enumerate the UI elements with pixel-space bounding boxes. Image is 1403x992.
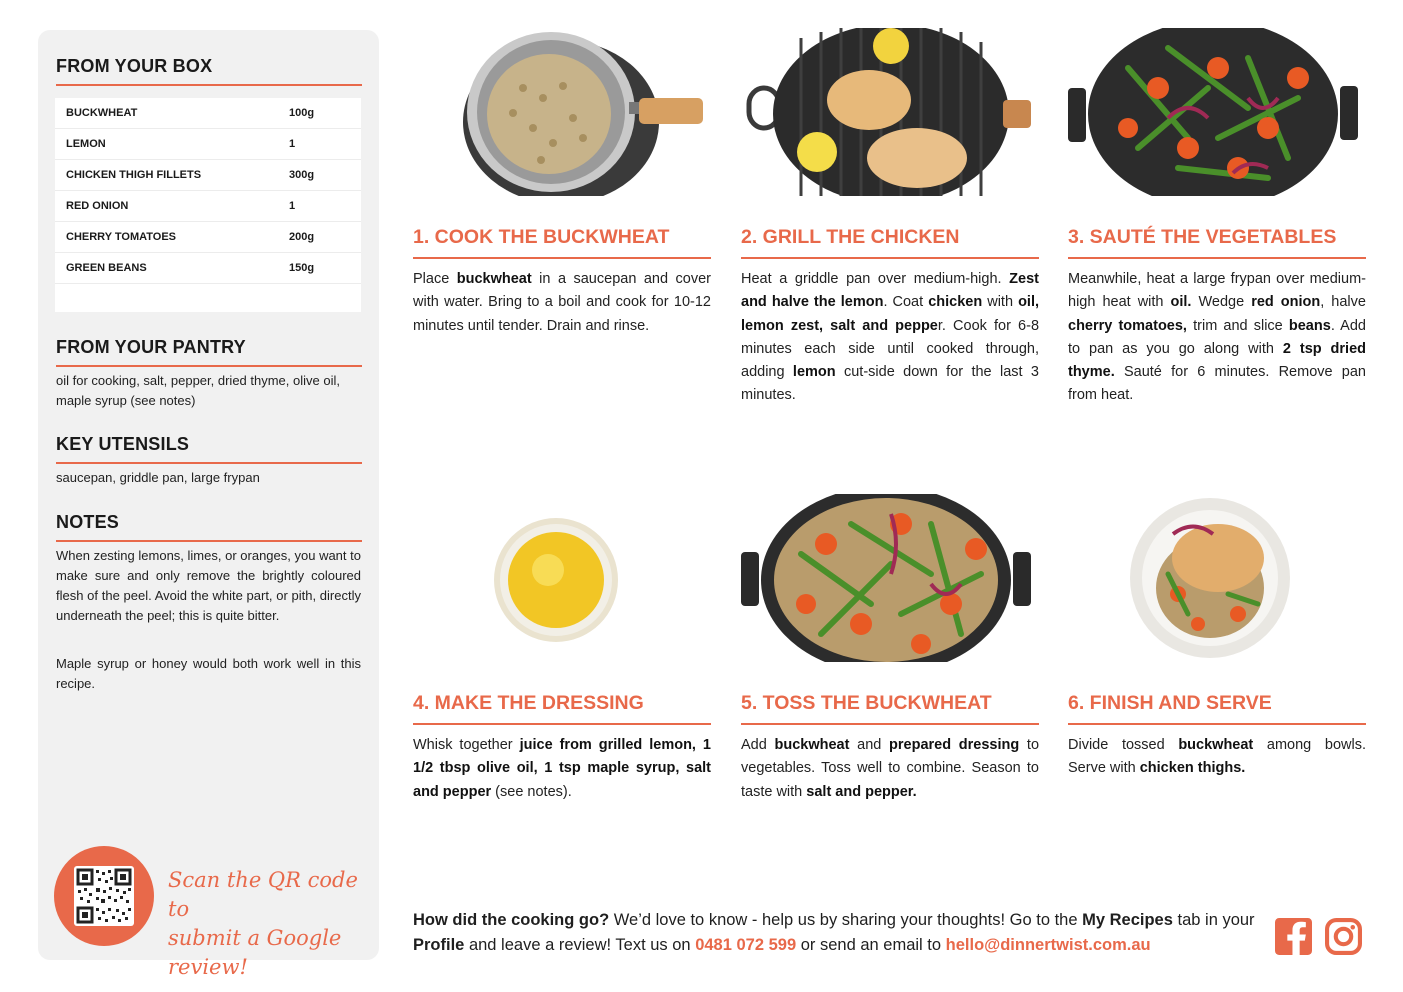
ingredient-row <box>55 98 361 129</box>
step-text-bold: oil. <box>1170 294 1192 311</box>
qr-code-icon <box>74 866 134 926</box>
ingredient-name: CHICKEN THIGH FILLETS <box>66 169 202 181</box>
qr-caption-line: Scan the QR code to <box>168 868 358 921</box>
step-text-run: among bowls. Serve with <box>1068 737 1367 777</box>
step-text-run: Meanwhile, heat a large frypan over medium-high heat with <box>1068 271 1366 311</box>
step-text-run: (see notes). <box>491 783 572 800</box>
step-text <box>1068 734 1366 781</box>
ingredient-row <box>55 129 361 160</box>
ingredient-row <box>55 160 361 191</box>
step-text-bold: prepared dressing <box>889 737 1020 753</box>
step-text-run: cut-side down for the last 3 minutes. <box>741 364 1039 404</box>
utensils-text: saucepan, griddle pan, large frypan <box>56 470 260 485</box>
step-title: 3. SAUTÉ THE VEGETABLES <box>1068 226 1366 259</box>
pantry-title: FROM YOUR PANTRY <box>56 337 362 367</box>
ingredient-row <box>55 222 361 253</box>
ingredient-qty: 200g <box>289 231 315 243</box>
step-title: 1. COOK THE BUCKWHEAT <box>413 226 711 259</box>
step-text-run: Add <box>741 737 775 753</box>
step-text-bold: oil, lemon zest, salt and peppe <box>741 294 1040 334</box>
ingredient-name: BUCKWHEAT <box>66 107 138 119</box>
step-title: 5. TOSS THE BUCKWHEAT <box>741 692 1039 725</box>
facebook-icon[interactable] <box>1275 918 1312 955</box>
step-text-bold: red onion <box>1251 294 1321 311</box>
step-text <box>1068 268 1366 408</box>
step-text-bold: salt and pepper. <box>806 783 917 800</box>
qr-caption-line: submit a Google review! <box>168 926 342 979</box>
step-text-run: Divide tossed <box>1068 737 1179 753</box>
step-text <box>413 734 711 804</box>
step-text-run: Heat a griddle pan over medium-high. <box>741 271 1010 287</box>
step-text-run: Wedge <box>1191 294 1252 311</box>
step-text-run: , halve <box>1320 294 1366 311</box>
footer-text: or send an email to <box>796 936 946 954</box>
buckwheat-sieve-photo <box>413 28 711 196</box>
ingredient-row <box>55 253 361 284</box>
step-text <box>741 268 1039 408</box>
sidebar <box>38 30 379 979</box>
step-text-bold: buckwheat <box>774 737 850 753</box>
ingredient-qty: 1 <box>289 200 296 212</box>
footer-feedback <box>413 908 1263 958</box>
served-bowl-photo <box>1068 494 1366 662</box>
from-box-title: FROM YOUR BOX <box>56 56 362 86</box>
step-text-run: . Coat <box>883 294 929 311</box>
qr-badge[interactable] <box>54 846 154 946</box>
step-text-run: Place <box>413 271 457 287</box>
step-text-run: with <box>982 294 1019 311</box>
step-text-run: . Add to pan as you go along with <box>1068 317 1366 357</box>
step-text-run: r. Cook for 6-8 minutes each side until cooked through, adding <box>741 317 1040 381</box>
ingredient-row <box>55 191 361 222</box>
sauteed-vegetables-pan-photo <box>1068 28 1366 196</box>
step-text-run: trim and slice <box>1186 317 1289 334</box>
my-recipes-link[interactable]: My Recipes <box>1082 911 1173 929</box>
ingredient-name: GREEN BEANS <box>66 262 147 274</box>
ingredients-table <box>55 98 361 312</box>
footer-question: How did the cooking go? <box>413 911 610 929</box>
footer-text: We’d love to know - help us by sharing your thoughts! Go to the <box>609 911 1083 929</box>
utensils-title: KEY UTENSILS <box>56 434 362 464</box>
ingredient-name: RED ONION <box>66 200 129 212</box>
ingredient-qty: 1 <box>289 138 296 150</box>
ingredient-name: LEMON <box>66 138 106 150</box>
pantry-text: oil for cooking, salt, pepper, dried thyme, olive oil, maple syrup (see notes) <box>56 373 340 408</box>
footer-text: and leave a review! Text us on <box>464 936 696 954</box>
notes-paragraph: When zesting lemons, limes, or oranges, you want to make sure and only remove the brightly coloured flesh of the peel. Avoid the white part, or pith, directly underneath the peel; this is quite bitter. <box>56 548 361 623</box>
step-text <box>741 734 1039 804</box>
dressing-bowl-photo <box>413 494 711 662</box>
ingredient-qty: 150g <box>289 262 315 274</box>
email-link[interactable]: hello@dinnertwist.com.au <box>945 936 1151 954</box>
step-text-bold: 2 tsp dried thyme. <box>1068 340 1366 381</box>
profile-link[interactable]: Profile <box>413 936 465 954</box>
ingredient-name: CHERRY TOMATOES <box>66 231 177 243</box>
step-text-run: Whisk together <box>413 737 520 753</box>
step-text-run: in a saucepan and cover with water. Bring to a boil and cook for 10-12 minutes until tender. Drain and rinse. <box>413 271 711 334</box>
step-text-bold: chicken <box>928 294 983 311</box>
step-title: 2. GRILL THE CHICKEN <box>741 226 1039 259</box>
step-title: 4. MAKE THE DRESSING <box>413 692 711 725</box>
instagram-icon[interactable] <box>1325 918 1362 955</box>
step-text-bold: beans <box>1288 317 1331 334</box>
step-text-run: Sauté for 6 minutes. Remove pan from heat. <box>1068 364 1366 404</box>
ingredient-qty: 300g <box>289 169 315 181</box>
notes-title: NOTES <box>56 512 362 542</box>
phone-link[interactable]: 0481 072 599 <box>695 936 797 954</box>
step-text <box>413 268 711 338</box>
ingredient-qty: 100g <box>289 107 315 119</box>
step-text-bold: cherry tomatoes, <box>1068 317 1187 334</box>
step-text-bold: buckwheat <box>1178 737 1254 753</box>
footer-text: tab in your <box>1172 911 1255 929</box>
step-text-bold: Zest and halve the lemon <box>741 271 1039 311</box>
step-text-bold: lemon <box>792 364 836 381</box>
step-text-bold: buckwheat <box>456 271 532 287</box>
step-text-bold: chicken thighs. <box>1139 760 1246 777</box>
qr-caption <box>168 866 368 982</box>
grilled-chicken-pan-photo <box>741 28 1039 196</box>
tossed-buckwheat-pan-photo <box>741 494 1039 662</box>
step-text-run: and <box>849 737 890 753</box>
step-title: 6. FINISH AND SERVE <box>1068 692 1366 725</box>
step-text-run: to vegetables. Toss well to combine. Season to taste with <box>741 737 1040 800</box>
step-text-bold: juice from grilled lemon, 1 1/2 tbsp olive oil, 1 tsp maple syrup, salt and pepper <box>413 737 711 800</box>
notes-paragraph: Maple syrup or honey would both work well in this recipe. <box>56 656 361 691</box>
